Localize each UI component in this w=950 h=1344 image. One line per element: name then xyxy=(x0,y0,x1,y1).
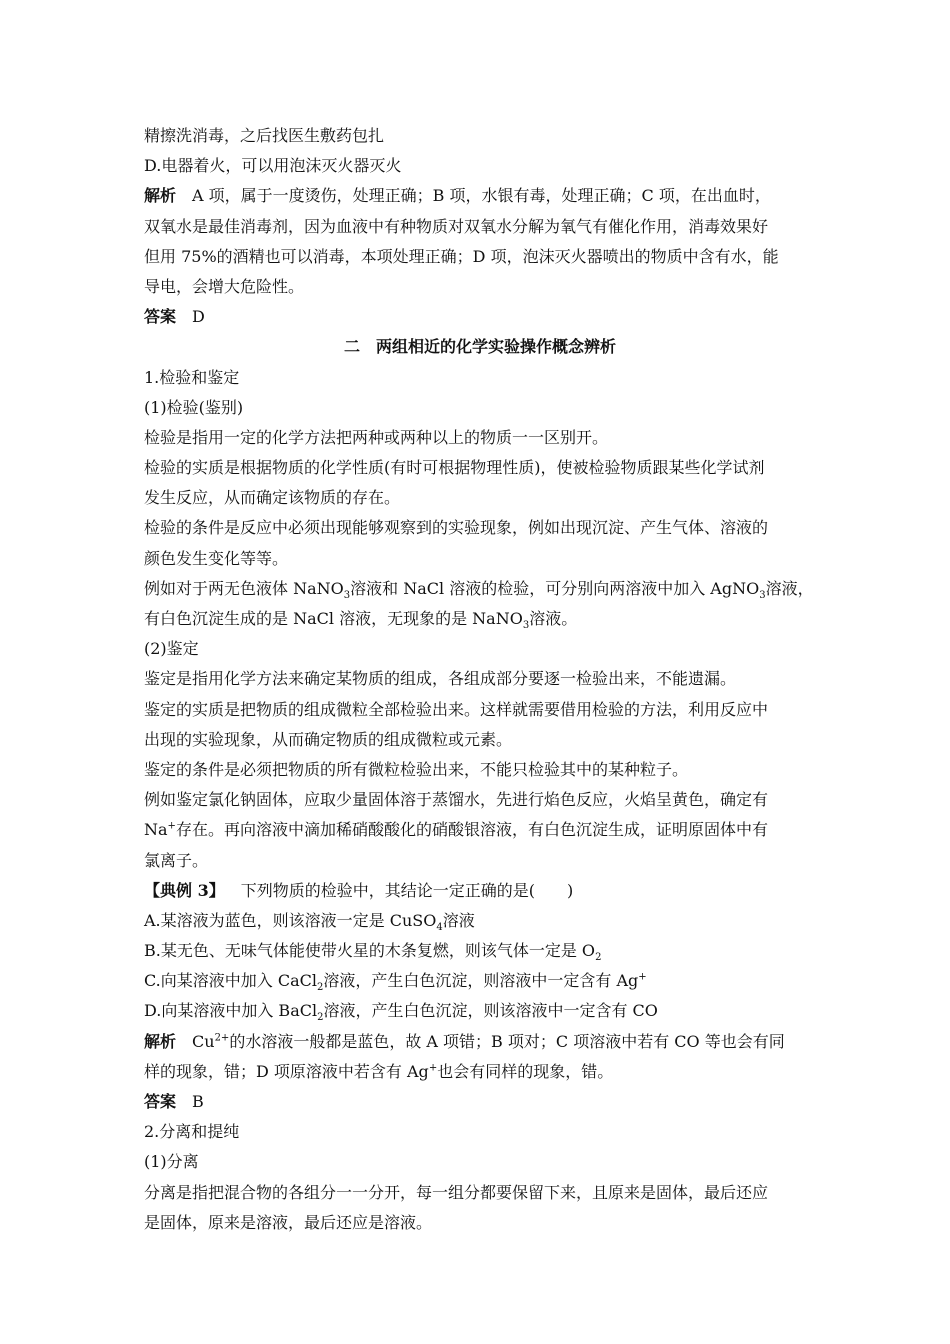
text-span: 样的现象，错；D 项原溶液中若含有 Ag xyxy=(144,1061,429,1081)
paragraph-line: 鉴定的条件是必须把物质的所有微粒检验出来，不能只检验其中的某种粒子。 xyxy=(144,759,689,779)
text-span: Cu xyxy=(192,1031,215,1051)
paragraph-line: 检验是指用一定的化学方法把两种或两种以上的物质一一区别开。 xyxy=(144,427,609,447)
subscript: 3 xyxy=(343,590,351,601)
option-c xyxy=(144,966,816,996)
example-label: 【典例 3】 xyxy=(144,880,225,900)
analysis-line xyxy=(144,181,816,211)
analysis-label: 解析 xyxy=(144,1031,177,1051)
subscript: 4 xyxy=(436,922,443,934)
text-span: 的水溶液一般都是蓝色，故 A 项错；B 项对；C 项溶液中若有 CO 等也会有同 xyxy=(229,1031,785,1051)
option-d xyxy=(144,996,816,1026)
paragraph-line xyxy=(144,815,816,845)
example-question xyxy=(144,876,816,906)
answer-label: 答案 xyxy=(144,307,177,327)
answer-line xyxy=(144,1087,816,1117)
text-span: 例如对于两无色液体 NaNO xyxy=(144,578,344,598)
option-b xyxy=(144,936,816,966)
paragraph-line: 检验的条件是反应中必须出现能够观察到的实验现象，例如出现沉淀、产生气体、溶液的 xyxy=(144,518,769,538)
paragraph-line: 出现的实验现象，从而确定物质的组成微粒或元素。 xyxy=(144,729,513,749)
text-span: 溶液，产生白色沉淀，则该溶液中一定含有 CO xyxy=(323,1001,658,1021)
analysis-label: 解析 xyxy=(144,186,177,206)
superscript: + xyxy=(638,971,647,983)
paragraph-line: 颜色发生变化等等。 xyxy=(144,548,289,568)
paragraph-line: 发生反应，从而确定该物质的存在。 xyxy=(144,488,401,508)
paragraph-line xyxy=(144,574,816,604)
text-span: 溶液和 NaCl 溶液的检验，可分别向两溶液中加入 AgNO xyxy=(350,578,760,598)
text-span: 溶液， xyxy=(765,578,814,598)
text-span: 也会有同样的现象，错。 xyxy=(437,1061,614,1081)
document-page xyxy=(144,121,816,1238)
answer-value: B xyxy=(192,1092,204,1111)
subsection-title: (1)分离 xyxy=(144,1152,199,1172)
subscript: 2 xyxy=(595,952,602,964)
superscript: + xyxy=(167,820,176,832)
text-line: 精擦洗消毒，之后找医生敷药包扎 xyxy=(144,126,385,145)
answer-line xyxy=(144,302,816,332)
text-span: A.某溶液为蓝色，则该溶液一定是 CuSO xyxy=(144,910,437,930)
subscript: 2 xyxy=(317,982,324,994)
text-span: Na xyxy=(144,820,168,840)
subsection-title: (2)鉴定 xyxy=(144,639,199,659)
paragraph-line: 是固体，原来是溶液，最后还应是溶液。 xyxy=(144,1212,433,1232)
subsection-title: 1.检验和鉴定 xyxy=(144,367,240,387)
paragraph-line: 氯离子。 xyxy=(144,850,209,870)
option-a xyxy=(144,906,816,936)
answer-value: D xyxy=(192,307,205,327)
text-span: 溶液，产生白色沉淀，则溶液中一定含有 Ag xyxy=(323,971,639,991)
text-span: 存在。再向溶液中滴加稀硝酸酸化的硝酸银溶液，有白色沉淀生成，证明原固体中有 xyxy=(175,820,768,840)
option-d: D.电器着火，可以用泡沫灭火器灭火 xyxy=(144,156,402,176)
paragraph-line: 检验的实质是根据物质的化学性质(有时可根据物理性质)，使被检验物质跟某些化学试剂 xyxy=(144,458,765,478)
section-heading: 二 两组相近的化学实验操作概念辨析 xyxy=(343,337,616,357)
analysis-line: 双氧水是最佳消毒剂，因为血液中有种物质对双氧水分解为氧气有催化作用，消毒效果好 xyxy=(144,216,769,236)
text-span: D.向某溶液中加入 BaCl xyxy=(144,1001,318,1021)
text-span: 溶液 xyxy=(442,910,475,930)
paragraph-line: 鉴定的实质是把物质的组成微粒全部检验出来。这样就需要借用检验的方法，利用反应中 xyxy=(144,699,769,719)
paragraph-line: 鉴定是指用化学方法来确定某物质的组成，各组成部分要逐一检验出来，不能遗漏。 xyxy=(144,669,737,689)
example-question-text: 下列物质的检验中，其结论一定正确的是( ) xyxy=(240,880,574,900)
analysis-line xyxy=(144,1027,816,1057)
paragraph-line xyxy=(144,604,816,634)
subscript: 3 xyxy=(759,590,766,601)
paragraph-line: 例如鉴定氯化钠固体，应取少量固体溶于蒸馏水，先进行焰色反应，火焰呈黄色，确定有 xyxy=(144,790,769,810)
paragraph-line: 分离是指把混合物的各组分一一分开，每一组分都要保留下来，且原来是固体，最后还应 xyxy=(144,1182,769,1202)
analysis-line: 导电，会增大危险性。 xyxy=(144,276,305,296)
answer-label: 答案 xyxy=(144,1092,177,1111)
superscript: 2+ xyxy=(214,1032,230,1044)
text-span: 溶液。 xyxy=(529,609,578,628)
analysis-text: A 项，属于一度烫伤，处理正确；B 项，水银有毒，处理正确；C 项，在出血时， xyxy=(192,186,771,206)
text-span: 有白色沉淀生成的是 NaCl 溶液，无现象的是 NaNO xyxy=(144,609,523,628)
subsection-title: (1)检验(鉴别) xyxy=(144,397,244,417)
subscript: 3 xyxy=(522,620,530,632)
analysis-line xyxy=(144,1057,816,1087)
analysis-line: 但用 75%的酒精也可以消毒，本项处理正确；D 项，泡沫灭火器喷出的物质中含有水，能 xyxy=(144,246,779,266)
text-span: C.向某溶液中加入 CaCl xyxy=(144,971,317,991)
subscript: 2 xyxy=(317,1012,324,1024)
text-span: B.某无色、无味气体能使带火星的木条复燃，则该气体一定是 O xyxy=(144,941,596,961)
subsection-title: 2.分离和提纯 xyxy=(144,1122,240,1142)
superscript: + xyxy=(428,1062,438,1074)
